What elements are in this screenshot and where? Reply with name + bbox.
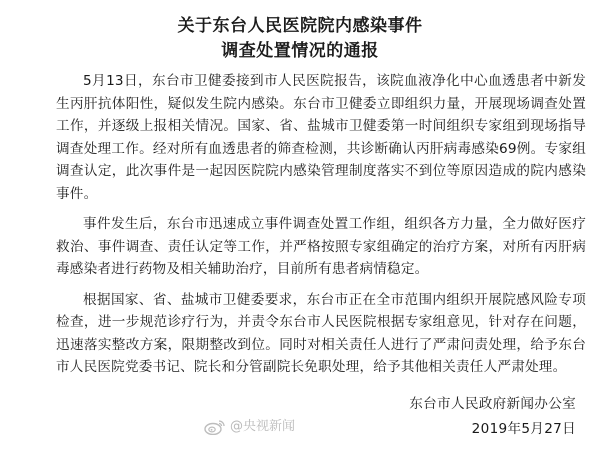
paragraph-1: 5月13日，东台市卫健委接到市人民医院报告，该院血液净化中心血透患者中新发生丙肝抗体阳性，疑似发生院内感染。东台市卫健委立即组织力量，开展现场调查处置工作，并逐级上报相关情况。国家、省、盐城市卫健委第一时间组织专家组到现场指导调查处理工作。经对所有血透患者的筛查检测，共诊断确认丙肝病毒感染69例。专家组调查认定，此次事件是一起因医院院内感染管理制度落实不到位等原因造成的院内感染事件。 — [56, 73, 586, 202]
paragraph-2: 事件发生后，东台市迅速成立事件调查处置工作组，组织各方力量，全力做好医疗救治、事件调查、责任认定等工作，并严格按照专家组确定的治疗方案，对所有丙肝病毒感染者进行药物及相关辅助治疗，目前所有患者病情稳定。 — [56, 216, 586, 277]
document-body — [56, 70, 586, 387]
document-title-line-2: 调查处置情况的通报 — [221, 41, 379, 61]
watermark-text: @央视新闻 — [230, 419, 296, 434]
signature-organization: 东台市人民政府新闻办公室 — [409, 396, 576, 412]
document-title-line-1: 关于东台人民医院院内感染事件 — [177, 16, 423, 36]
watermark — [204, 419, 295, 435]
signature-date: 2019年5月27日 — [471, 421, 576, 437]
weibo-icon — [204, 419, 226, 435]
paragraph-3: 根据国家、省、盐城市卫健委要求，东台市正在全市范围内组织开展院感风险专项检查，进一步规范诊疗行为，并责令东台市人民医院根据专家组意见，针对存在问题，迅速落实整改方案，限期整改到位。同时对相关责任人进行了严肃问责处理，给予东台市人民医院党委书记、院长和分管副院长免职处理，给予其他相关责任人严肃处理。 — [56, 291, 586, 375]
